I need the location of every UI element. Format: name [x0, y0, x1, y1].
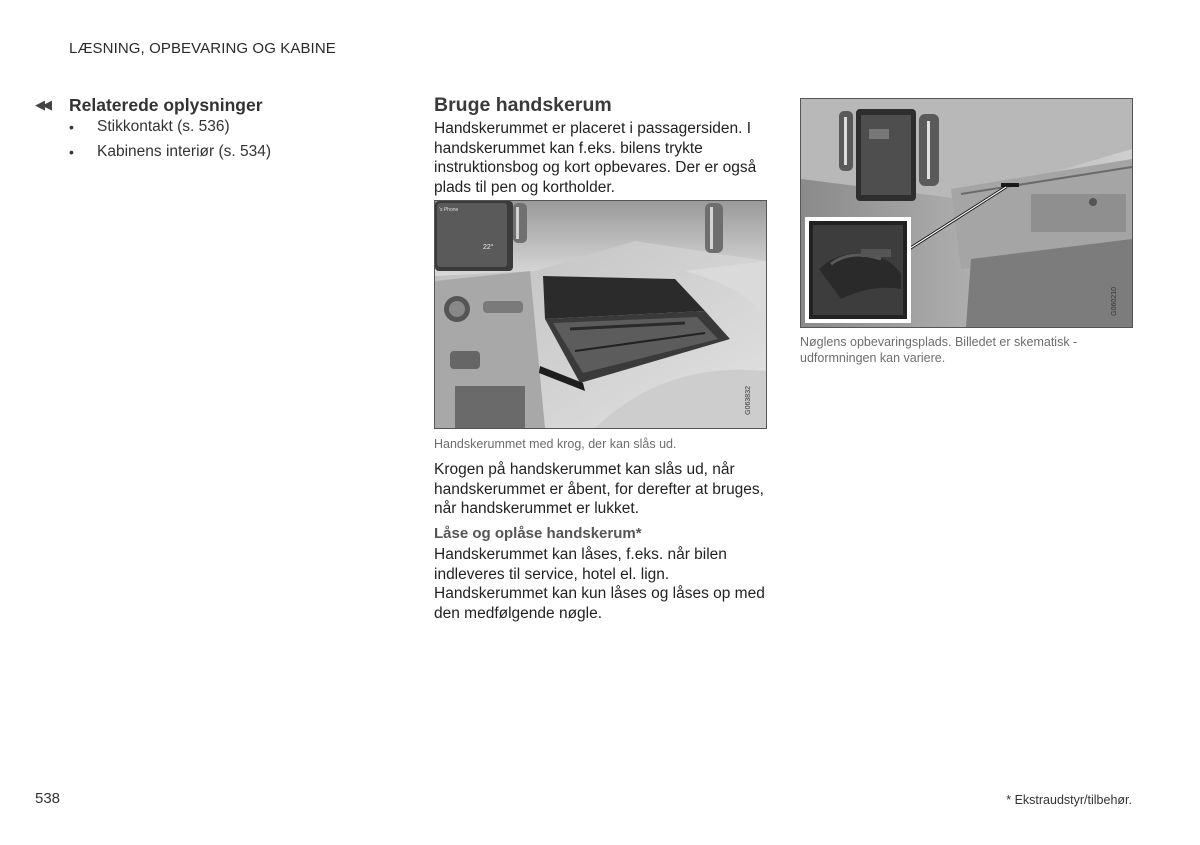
glovebox-illustration [435, 201, 766, 428]
running-header: LÆSNING, OPBEVARING OG KABINE [69, 40, 336, 57]
lock-subheading: Låse og oplåse handskerum* [434, 525, 642, 542]
page-number: 538 [35, 790, 61, 807]
glovebox-figure [434, 200, 767, 429]
back-arrows-icon[interactable]: ◀◀ [35, 97, 49, 112]
intro-paragraph: Handskerummet er placeret i passagersiden. I handskerummet kan f.eks. bilens trykte instruktionsbog og kort opbevares. Der er også plads til pen og kortholder. [434, 120, 757, 196]
figure-caption: Handskerummet med krog, der kan slås ud. [434, 437, 677, 451]
footnote: * Ekstraudstyr/tilbehør. [1006, 793, 1132, 807]
figure-id: G063832 [745, 386, 752, 415]
screen-temperature: 22° [483, 244, 494, 251]
related-link-item[interactable] [69, 117, 271, 142]
bullet-icon: • [69, 144, 74, 160]
figure-id: G060210 [1111, 287, 1118, 316]
section-title: Bruge handskerum [434, 94, 612, 116]
related-link-label[interactable]: Kabinens interiør (s. 534) [97, 143, 272, 160]
bullet-icon: • [69, 119, 74, 135]
key-storage-figure [800, 98, 1133, 328]
key-storage-illustration [801, 99, 1132, 327]
related-link-item[interactable] [69, 142, 271, 167]
related-links-list [69, 117, 271, 167]
hook-paragraph: Krogen på handskerummet kan slås ud, når handskerummet er åbent, for derefter at bruges, når handskerummet er lukket. [434, 461, 764, 518]
related-link-label[interactable]: Stikkontakt (s. 536) [97, 118, 230, 135]
related-info-title: Relaterede oplysninger [69, 95, 263, 115]
lock-paragraph: Handskerummet kan låses, f.eks. når bilen indleveres til service, hotel el. lign. Handskerummet kan kun låses og låses op med den medfølgende nøgle. [434, 546, 765, 622]
screen-label: 's Phone [439, 207, 459, 213]
figure-caption: Nøglens opbevaringsplads. Billedet er skematisk - udformningen kan variere. [800, 335, 1078, 365]
